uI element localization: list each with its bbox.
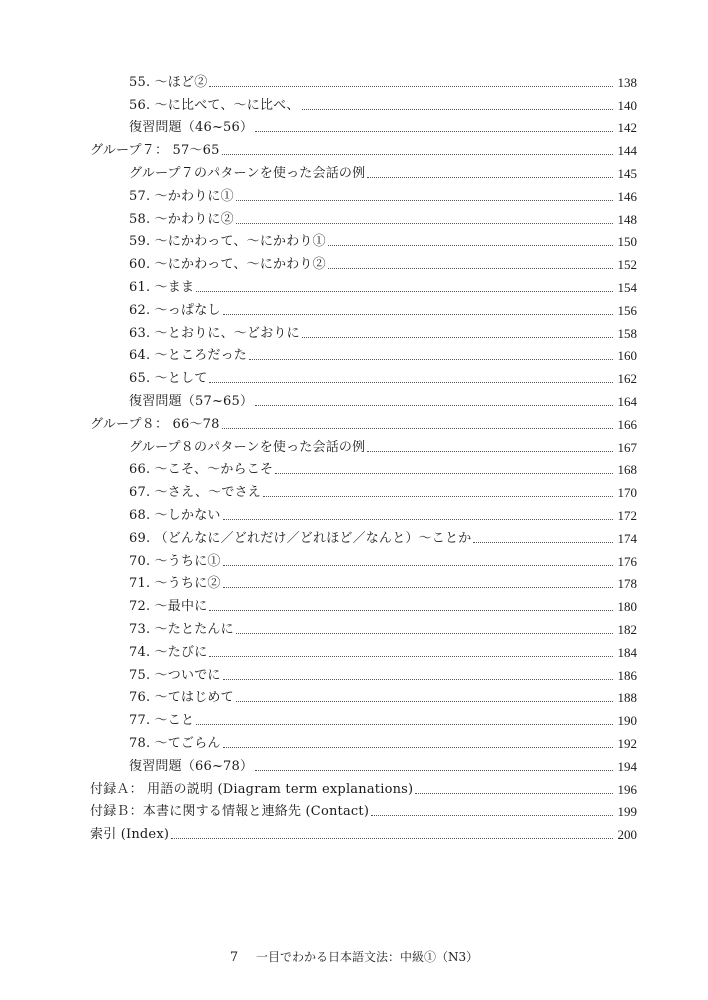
toc-entry-label: 78. ～てごらん	[129, 735, 221, 751]
dot-leader	[196, 290, 613, 292]
toc-entry[interactable]	[0, 319, 708, 342]
dot-leader	[223, 564, 613, 566]
table-of-contents	[0, 68, 708, 843]
toc-entry[interactable]	[0, 273, 708, 296]
dot-leader	[328, 267, 613, 269]
toc-entry[interactable]	[0, 684, 708, 707]
toc-entry-label: 56. ～に比べて、～に比べ、	[129, 97, 300, 113]
toc-entry[interactable]	[0, 456, 708, 479]
dot-leader	[236, 199, 613, 201]
toc-entry-label: 62. ～っぱなし	[129, 302, 221, 318]
dot-leader	[209, 381, 613, 383]
toc-entry-page-number: 174	[617, 530, 637, 546]
dot-leader	[249, 358, 613, 360]
toc-entry-page-number: 148	[617, 211, 637, 227]
toc-entry-page-number: 200	[617, 827, 637, 843]
dot-leader	[209, 655, 613, 657]
toc-entry-page-number: 150	[617, 234, 637, 250]
toc-entry-page-number: 199	[617, 804, 637, 820]
toc-entry[interactable]	[0, 114, 708, 137]
toc-entry[interactable]	[0, 205, 708, 228]
dot-leader	[209, 85, 613, 87]
toc-entry-label: 72. ～最中に	[129, 599, 208, 615]
toc-entry-page-number: 158	[617, 325, 637, 341]
toc-entry-label: 65. ～として	[129, 371, 208, 387]
toc-entry-page-number: 140	[617, 97, 637, 113]
toc-entry[interactable]	[0, 798, 708, 821]
toc-entry-label: 59. ～にかわって、～にかわり①	[129, 234, 326, 250]
toc-entry[interactable]	[0, 752, 708, 775]
toc-entry[interactable]	[0, 501, 708, 524]
toc-entry-label: グループ８のパターンを使った会話の例	[129, 439, 366, 455]
toc-entry-label: 55. ～ほど②	[129, 74, 208, 90]
dot-leader	[371, 814, 613, 816]
toc-entry-page-number: 146	[617, 188, 637, 204]
toc-entry-label: 61. ～まま	[129, 279, 195, 295]
dot-leader	[236, 222, 613, 224]
dot-leader	[302, 336, 613, 338]
toc-entry-page-number: 178	[617, 576, 637, 592]
dot-leader	[302, 108, 613, 110]
toc-entry[interactable]	[0, 524, 708, 547]
toc-entry[interactable]	[0, 729, 708, 752]
toc-entry-page-number: 166	[617, 416, 637, 432]
dot-leader	[223, 678, 613, 680]
toc-entry-page-number: 167	[617, 439, 637, 455]
toc-entry[interactable]	[0, 478, 708, 501]
dot-leader	[222, 153, 613, 155]
toc-entry-page-number: 182	[617, 621, 637, 637]
toc-entry-label: 68. ～しかない	[129, 507, 221, 523]
toc-entry-label: グループ７のパターンを使った会話の例	[129, 165, 366, 181]
dot-leader	[223, 518, 613, 520]
toc-entry[interactable]	[0, 706, 708, 729]
toc-entry[interactable]	[0, 387, 708, 410]
toc-entry-page-number: 192	[617, 735, 637, 751]
dot-leader	[263, 495, 613, 497]
toc-entry-label: 71. ～うちに②	[129, 576, 221, 592]
toc-entry-page-number: 196	[617, 781, 637, 797]
toc-entry[interactable]	[0, 296, 708, 319]
toc-entry[interactable]	[0, 228, 708, 251]
dot-leader	[275, 472, 613, 474]
dot-leader	[255, 404, 613, 406]
dot-leader	[196, 723, 613, 725]
toc-entry[interactable]	[0, 638, 708, 661]
dot-leader	[255, 769, 613, 771]
toc-entry-label: 75. ～ついでに	[129, 667, 221, 683]
toc-entry-page-number: 144	[617, 143, 637, 159]
toc-entry-page-number: 170	[617, 485, 637, 501]
toc-entry-label: 76. ～てはじめて	[129, 690, 234, 706]
toc-entry[interactable]	[0, 364, 708, 387]
dot-leader	[171, 837, 613, 839]
toc-entry[interactable]	[0, 820, 708, 843]
toc-entry-page-number: 160	[617, 348, 637, 364]
dot-leader	[367, 176, 613, 178]
dot-leader	[473, 541, 613, 543]
dot-leader	[223, 586, 613, 588]
toc-entry[interactable]	[0, 91, 708, 114]
page-footer	[0, 948, 708, 965]
toc-entry-page-number: 180	[617, 599, 637, 615]
toc-entry-page-number: 162	[617, 371, 637, 387]
toc-entry-label: 復習問題（57~65）	[129, 393, 254, 409]
toc-entry[interactable]	[0, 570, 708, 593]
toc-entry[interactable]	[0, 182, 708, 205]
toc-entry-label: 付録Ａ： 用語の説明 (Diagram term explanations)	[90, 781, 414, 797]
toc-entry[interactable]	[0, 159, 708, 182]
toc-entry-page-number: 152	[617, 257, 637, 273]
toc-entry-label: 58. ～かわりに②	[129, 211, 234, 227]
toc-entry-label: 60. ～にかわって、～にかわり②	[129, 257, 326, 273]
toc-entry-label: グループ８： 66～78	[90, 416, 220, 432]
toc-entry-page-number: 172	[617, 507, 637, 523]
dot-leader	[255, 130, 613, 132]
toc-entry-label: 付録Ｂ：本書に関する情報と連絡先 (Contact)	[90, 804, 370, 820]
toc-entry[interactable]	[0, 410, 708, 433]
toc-entry-page-number: 190	[617, 713, 637, 729]
toc-entry[interactable]	[0, 250, 708, 273]
toc-entry-label: 70. ～うちに①	[129, 553, 221, 569]
toc-entry-label: グループ７： 57～65	[90, 143, 220, 159]
toc-entry-label: 74. ～たびに	[129, 644, 208, 660]
toc-entry[interactable]	[0, 136, 708, 159]
toc-entry[interactable]	[0, 775, 708, 798]
toc-entry-page-number: 184	[617, 644, 637, 660]
toc-entry-label: 索引 (Index)	[90, 827, 170, 843]
toc-entry-label: 67. ～さえ、～でさえ	[129, 485, 261, 501]
toc-entry[interactable]	[0, 68, 708, 91]
dot-leader	[328, 244, 613, 246]
toc-entry-page-number: 186	[617, 667, 637, 683]
toc-entry-label: 復習問題（46~56）	[129, 120, 254, 136]
toc-entry-page-number: 188	[617, 690, 637, 706]
toc-entry-label: 復習問題（66~78）	[129, 758, 254, 774]
toc-entry-page-number: 156	[617, 302, 637, 318]
toc-entry-page-number: 168	[617, 462, 637, 478]
toc-entry-page-number: 194	[617, 758, 637, 774]
toc-entry[interactable]	[0, 433, 708, 456]
toc-entry-label: 64. ～ところだった	[129, 348, 248, 364]
toc-entry-page-number: 154	[617, 279, 637, 295]
toc-entry-label: 57. ～かわりに①	[129, 188, 234, 204]
dot-leader	[223, 313, 613, 315]
toc-entry-label: 69. （どんなに／どれだけ／どれほど／なんと）～ことか	[129, 530, 472, 546]
toc-entry[interactable]	[0, 615, 708, 638]
toc-entry[interactable]	[0, 342, 708, 365]
toc-entry[interactable]	[0, 592, 708, 615]
dot-leader	[209, 609, 613, 611]
toc-entry-label: 73. ～たとたんに	[129, 621, 234, 637]
toc-entry-page-number: 142	[617, 120, 637, 136]
footer-book-title: 一目でわかる日本語文法：中級①（N3）	[255, 950, 479, 964]
toc-entry[interactable]	[0, 661, 708, 684]
toc-entry-label: 63. ～とおりに、～どおりに	[129, 325, 300, 341]
footer-page-number: 7	[229, 950, 239, 965]
toc-entry-page-number: 145	[617, 165, 637, 181]
dot-leader	[236, 700, 613, 702]
toc-entry-label: 66. ～こそ、～からこそ	[129, 462, 274, 478]
dot-leader	[236, 632, 613, 634]
dot-leader	[222, 427, 613, 429]
dot-leader	[367, 450, 613, 452]
toc-entry-page-number: 176	[617, 553, 637, 569]
toc-entry-page-number: 164	[617, 393, 637, 409]
toc-entry-label: 77. ～こと	[129, 713, 195, 729]
dot-leader	[415, 792, 613, 794]
toc-entry[interactable]	[0, 547, 708, 570]
toc-entry-page-number: 138	[617, 74, 637, 90]
dot-leader	[223, 746, 613, 748]
